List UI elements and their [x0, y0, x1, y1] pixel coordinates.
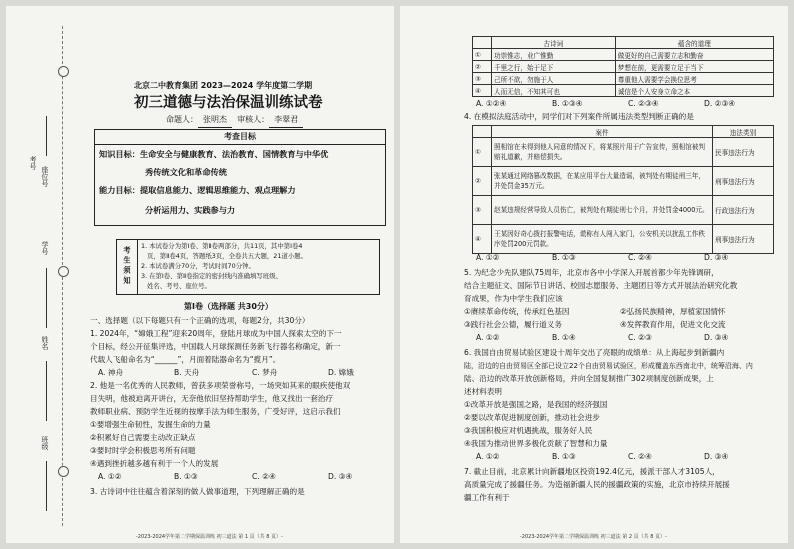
goals-box — [94, 129, 386, 226]
q4-option-c[interactable]: C. ②④ — [628, 253, 652, 262]
notes-side-label: 考生须知 — [123, 246, 132, 287]
exam-notes-box — [116, 239, 380, 295]
table-cell: 做更好的自己需要立志和勤奋 — [615, 49, 773, 61]
right-page — [400, 6, 788, 543]
q2-line: 2. 他是一名优秀的人民教师，曾获多项荣誉称号，一场突如其来的眼疾使他双 — [90, 381, 351, 390]
q2-line: 目失明，他被迫离开讲台，无奈他依旧坚持帮助学生，他又找出一套治疗 — [90, 394, 333, 403]
q6-option-a[interactable]: A. ①② — [476, 452, 500, 461]
poem-table — [472, 36, 774, 97]
table-cell: 梦想在前，更需要立足于当下 — [615, 61, 773, 73]
note-line: 姓名、考号、座位号。 — [147, 282, 211, 290]
table-header-row — [473, 126, 774, 138]
q5-item: ③践行社会公德，履行道义务 — [464, 320, 562, 329]
q6-option-d[interactable]: D. ③④ — [704, 452, 729, 461]
ability-goal-text: 提取信息能力、逻辑思维能力、观点理解力 — [139, 185, 296, 195]
table-row — [473, 49, 774, 61]
binding-margin — [6, 6, 76, 543]
q6-item: ②要以改革促进制度创新，推动社会进步 — [464, 413, 600, 422]
q5-line: 结合主题征文、国际节日讲话、校园志愿服务、主题团日等方式开展法治研究化教 — [464, 281, 738, 290]
knowledge-goal-text-2: 秀传统文化和革命传统 — [145, 167, 227, 177]
q3-stem: 3. 古诗词中往往蕴含着深刻的做人做事道理，下列理解正确的是 — [90, 487, 305, 496]
q3-option-c[interactable]: C. ②③④ — [628, 99, 659, 108]
q6-option-b[interactable]: B. ①③ — [552, 452, 576, 461]
table-header — [473, 126, 492, 138]
q3-option-d[interactable]: D. ②③④ — [704, 99, 736, 108]
q7-line: 疆工作有利于 — [464, 493, 510, 502]
knowledge-goal — [99, 148, 328, 161]
notes-side — [117, 240, 138, 294]
q3-option-b[interactable]: B. ①③④ — [552, 99, 583, 108]
q2-item: ④遇到挫折越多越有利于一个人的发展 — [90, 459, 219, 468]
table-cell: 照相馆在未得到他人同意的情况下，将某照片用于广告宣传，照相馆被判赔礼道歉，并赔偿损失。 — [492, 138, 713, 167]
table-cell: ② — [473, 61, 492, 73]
table-header: 违法类别 — [713, 126, 774, 138]
table-cell: 人而无信，不知其可也 — [492, 85, 616, 97]
q7-line: 高质量完成了援疆任务。为造福新疆人民的援疆政策的实施，北京市持续开展援 — [464, 480, 730, 489]
table-header-row — [473, 37, 774, 49]
table-row — [473, 196, 774, 225]
q4-option-a[interactable]: A. ①② — [476, 253, 500, 262]
q2-item: ③要时时学会积极思考所有问题 — [90, 446, 196, 455]
fill-line — [46, 116, 47, 156]
table-cell: 民事违法行为 — [713, 138, 774, 167]
table-cell: 张某通过网络篡改数据，在某应用平台大量造谣，被判处有期徒刑三年，并处罚金35万元。 — [492, 167, 713, 196]
table-row — [473, 85, 774, 97]
knowledge-goal-label: 知识目标： — [99, 149, 140, 159]
table-cell: 己所不欲，勿施于人 — [492, 73, 616, 85]
ability-goal-text-2: 分析运用力、实践参与力 — [145, 205, 236, 215]
table-row — [473, 167, 774, 196]
note-line: 3. 在第Ⅰ卷、第Ⅱ卷指定的密封线内准确填写班级、 — [141, 272, 282, 280]
table-cell: 千里之行，始于足下 — [492, 61, 616, 73]
q7-line: 7. 截止目前，北京累计向新疆地区投资192.4亿元，援派干部人才3105人， — [464, 467, 720, 476]
q4-option-b[interactable]: B. ①③ — [552, 253, 576, 262]
q6-item: ①改革开放是强国之路，是我国的经济强国 — [464, 400, 608, 409]
table-cell: ④ — [473, 225, 492, 254]
q5-item: ①赓续革命传统，传承红色基因 — [464, 307, 570, 316]
q5-option-b[interactable]: B. ①④ — [552, 333, 576, 342]
table-cell: 王某因好奇心拨打报警电话，谎称有人闯入家门，公安机关以扰乱工作秩序处罚200元罚款。 — [492, 225, 713, 254]
q5-option-a[interactable]: A. ①② — [476, 333, 500, 342]
table-cell: 刑事违法行为 — [713, 167, 774, 196]
q5-item: ②弘扬民族精神，厚植家国情怀 — [620, 307, 726, 316]
seat-label: 座位号 — [41, 166, 49, 187]
q4-option-d[interactable]: D. ③④ — [704, 253, 729, 262]
reviewer-name: 李翠君 — [269, 114, 303, 128]
left-page — [6, 6, 394, 543]
q6-line: 6. 我国自由贸易试验区建设十周年交出了亮眼的成绩单：从上海起步到新疆内 — [464, 348, 725, 357]
reviewer-label: 审核人： — [237, 115, 270, 124]
table-cell: 刑事违法行为 — [713, 225, 774, 254]
exam-title: 初三道德与法治保温训练试卷 — [134, 95, 323, 111]
case-table — [472, 125, 774, 254]
table-header: 蕴含的道理 — [615, 37, 773, 49]
q6-line: 陆、沿边的改革开放创新格局，并向全国复制推广302项制度创新成果，上 — [464, 374, 714, 383]
table-cell: ① — [473, 49, 492, 61]
q2-option-b[interactable]: B. ①③ — [174, 472, 198, 481]
q6-line: 陆，沿边的自由贸易区全部已设立22个自由贸易试验区，形成覆盖东西南北中，统筹沿海、内 — [464, 362, 753, 370]
knowledge-goal-text: 生命安全与健康教育、法治教育、国情教育与中华优 — [139, 149, 329, 159]
q3-option-a[interactable]: A. ①②④ — [476, 99, 507, 108]
class-label: 班级 — [41, 436, 49, 450]
table-row — [473, 225, 774, 254]
q5-line: 育成果，作为中学生我们应该 — [464, 294, 563, 303]
fill-line — [46, 361, 47, 421]
q1-option-a[interactable]: A. 神舟 — [98, 368, 124, 377]
q2-option-c[interactable]: C. ②④ — [252, 472, 276, 481]
q1-line: 代载人飞船命名为“______”，月面着陆器命名为“揽月”。 — [90, 355, 281, 364]
table-cell: ② — [473, 167, 492, 196]
q4-stem: 4. 在模拟法庭活动中，同学们对下列案件所属违法类型判断正确的是 — [464, 112, 694, 121]
q1-option-c[interactable]: C. 梦舟 — [252, 368, 278, 377]
q5-option-c[interactable]: C. ②③ — [628, 333, 652, 342]
q2-item: ②积累好自己需要主动改正缺点 — [90, 433, 196, 442]
binding-hole — [58, 66, 69, 77]
page-footer: -2023-2024学年第二学期保温训练 初三道法 第 2 页（共 8 页）- — [520, 534, 667, 540]
setter-label: 命题人： — [166, 115, 198, 124]
kaohao-label: 考号 — [29, 156, 37, 170]
ability-goal-label: 能力目标： — [99, 185, 140, 195]
note-line: 2. 本试卷满分70分，考试时间70分钟。 — [141, 262, 255, 270]
table-cell: 赵某违规经营导致人员伤亡，被判处有期徒刑七个月，并处罚金4000元。 — [492, 196, 713, 225]
q1-option-b[interactable]: B. 天舟 — [174, 368, 200, 377]
table-cell: 尊重他人需要学会换位思考 — [615, 73, 773, 85]
table-cell: 行政违法行为 — [713, 196, 774, 225]
note-line: 1. 本试卷分为第Ⅰ卷、第Ⅱ卷两部分，共11页，其中第Ⅰ卷4 — [141, 242, 303, 250]
page-footer: -2023-2024学年第二学期保温训练 初三道法 第 1 页（共 8 页）- — [136, 534, 283, 540]
authors-line — [166, 114, 303, 128]
note-line: 页，第Ⅱ卷4页，答题纸3页，全卷共五大题，21道小题。 — [147, 252, 308, 260]
q1-option-d[interactable]: D. 嫦娥 — [328, 368, 354, 377]
name-label: 姓名 — [41, 336, 49, 350]
q6-item: ④我国为推动世界多极化贡献了智慧和力量 — [464, 439, 608, 448]
q2-option-a[interactable]: A. ①② — [98, 472, 122, 481]
q2-item: ①要增强生命韧性，发掘生命的力量 — [90, 420, 211, 429]
table-header: 案件 — [492, 126, 713, 138]
table-cell: ④ — [473, 85, 492, 97]
q1-line: 1. 2024年，“嫦娥工程”迎来20周年，登陆月球成为中国人探索太空的下一 — [90, 329, 342, 338]
goals-title: 考查目标 — [95, 130, 385, 145]
binding-hole — [58, 266, 69, 277]
q6-option-c[interactable]: C. ②④ — [628, 452, 652, 461]
q5-option-d[interactable]: D. ③④ — [704, 333, 729, 342]
setter-name: 张明杰 — [198, 114, 232, 128]
table-cell: ① — [473, 138, 492, 167]
q2-option-d[interactable]: D. ③④ — [328, 472, 353, 481]
binding-hole — [58, 466, 69, 477]
table-header — [473, 37, 492, 49]
fill-line — [46, 268, 47, 328]
table-cell: 诚信是个人安身立命之本 — [615, 85, 773, 97]
q6-line: 述材料表明 — [464, 387, 502, 396]
q2-line: 教师职业病、预防学生近视的按摩手法为师生服务，广受好评，这启示我们 — [90, 407, 341, 416]
table-row — [473, 73, 774, 85]
student-id-label: 学号 — [41, 241, 49, 255]
fill-line — [46, 461, 47, 511]
q1-line: 个目标，经公开征集评选，中国载人月球探测任务新飞行器名称确定，新一 — [90, 342, 341, 351]
school-header: 北京二中教育集团 2023—2024 学年度第二学期 — [134, 81, 313, 90]
table-row — [473, 61, 774, 73]
table-header: 古诗词 — [492, 37, 616, 49]
table-cell: ③ — [473, 73, 492, 85]
table-row — [473, 138, 774, 167]
part1-title: 第Ⅰ卷（选择题 共30分） — [184, 302, 273, 311]
table-cell: ③ — [473, 196, 492, 225]
q5-item: ④发挥教育作用，促进文化交流 — [620, 320, 726, 329]
section1-heading: 一、选择题（以下每题只有一个正确的选项，每题2分，共30分） — [90, 316, 310, 325]
q5-line: 5. 为纪念少先队建队75周年，北京市各中小学深入开展首都少年先锋调研， — [464, 268, 719, 277]
table-cell: 功崇惟志，业广惟勤 — [492, 49, 616, 61]
ability-goal — [99, 184, 296, 197]
q6-item: ③我国积极应对机遇挑战，服务好人民 — [464, 426, 593, 435]
